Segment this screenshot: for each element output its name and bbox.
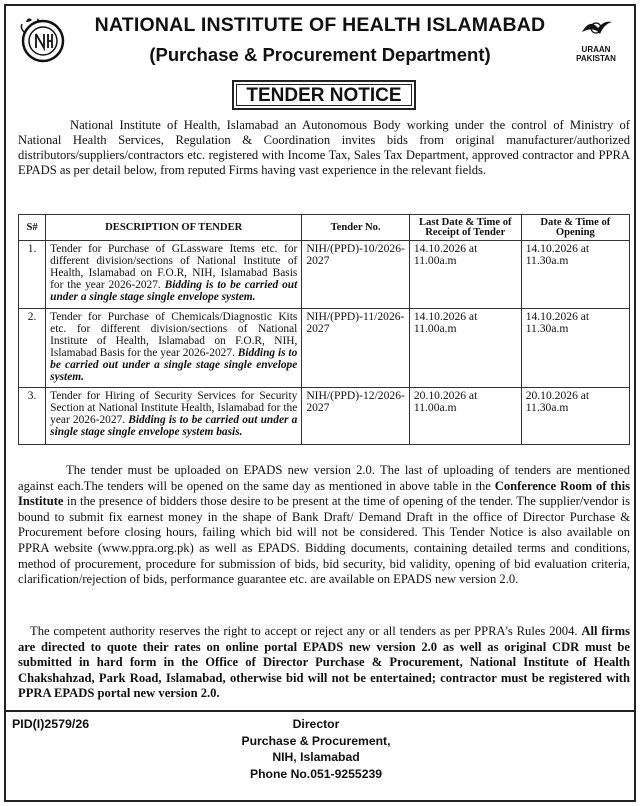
row-last-date [409, 309, 521, 388]
last-time: 11.00a.m [413, 322, 457, 335]
row-tender-no: NIH/(PPD)-10/2026-2027 [302, 241, 410, 309]
authority-paragraph [18, 624, 630, 702]
last-time: 11.00a.m [413, 254, 457, 267]
description-text: Tender for Purchase of GLassware Items etc. for different division/sections of National Institute of Health, Islamabad on F.O.R, NIH, Islamabad Basis for the year 2026-2027. [50, 243, 298, 291]
description-bold-text: Bidding is to be carried out under a single stage single envelope system basis. [50, 414, 298, 438]
tender-notice-heading-box [232, 80, 416, 110]
description-text: Tender for Purchase of Chemicals/Diagnostic Kits etc. for different division/sections of National Institute of Health, Islamabad on F.O.R, NIH, Islamabad Basis for the year 2026-2027. [50, 311, 298, 359]
uraan-pakistan-logo [568, 14, 624, 70]
opening-time: 11.30a.m [525, 322, 569, 335]
signatory-location: NIH, Islamabad [272, 750, 360, 764]
terms-venue: Conference Room of this Institute [18, 478, 630, 509]
tender-table [18, 214, 630, 445]
row-last-date [409, 388, 521, 445]
terms-text-1: The tender must be uploaded on EPADS new version 2.0. The last of uploading of tenders are mentioned against each.The tenders will be opened on the same day as mentioned in above table in the [18, 463, 630, 493]
description-text: Tender for Hiring of Security Services for Security Section at National Institute Health, Islamabad for the year 2026-2027. [50, 390, 298, 426]
last-date: 14.10.2026 at [413, 310, 478, 323]
row-opening-date [521, 241, 629, 309]
opening-date: 14.10.2026 at [525, 242, 590, 255]
pid-number: PID(I)2579/26 [12, 717, 90, 731]
header-last-date: Last Date & Time of Receipt of Tender [409, 215, 521, 241]
description-bold-text: Bidding is to be carried out under a single stage single envelope system. [50, 347, 298, 383]
opening-time: 11.30a.m [525, 401, 569, 414]
table-header-row [19, 215, 630, 241]
department-subtitle: (Purchase & Procurement Department) [149, 44, 491, 65]
signatory-title: Director [292, 717, 340, 731]
header-tender-no: Tender No. [302, 215, 410, 241]
uraan-line1: URAAN [581, 45, 611, 54]
last-time: 11.00a.m [413, 401, 457, 414]
row-sn: 3. [19, 388, 46, 445]
signature-block [206, 716, 426, 782]
header-sn: S# [19, 215, 46, 241]
header [6, 6, 634, 72]
table-row [19, 241, 630, 309]
row-description [46, 241, 302, 309]
footer-divider [4, 710, 636, 712]
terms-text-2: in the presence of bidders those desire to be present at the time of opening of the tender. The supplier/vendor is bound to submit fix earnest money in the shape of Bank Draft/ Demand Draft in the office of Director Purchase & Procurement before closing hours, failing which bid will not be considered. This Tender Notice is also available on PPRA website (www.ppra.org.pk) as well as EPADS. Bidding documents, containing detailed terms and conditions, method of procurement, procedure for submission of bids, bid security, bid validity, opening of bid evaluation criteria, clarification/rejection of bids, performance guarantee etc. are available on EPADS new version 2.0. [18, 494, 630, 587]
last-date: 20.10.2026 at [413, 389, 478, 402]
row-opening-date [521, 388, 629, 445]
notice-frame [4, 4, 636, 802]
authority-directive: All firms are directed to quote their rates on online portal EPADS new version 2.0 as well as original CDR must be submitted in hard form in the Office of Director Purchase & Procurement, National Institute of Health Chakshahzad, Park Road, Islamabad, otherwise bid will not be entertained; contractor must be registered with PPRA EPADS portal new version 2.0. [18, 624, 630, 701]
row-sn: 2. [19, 309, 46, 388]
tender-notice-heading: TENDER NOTICE [236, 84, 412, 106]
header-opening-date: Date & Time of Opening [521, 215, 629, 241]
opening-date: 20.10.2026 at [525, 389, 590, 402]
opening-time: 11.30a.m [525, 254, 569, 267]
intro-paragraph: National Institute of Health, Islamabad an Autonomous Body working under the control of Ministry of National Health Services, Regulation & Coordination invites bids from original manufacturer/authorized distributors/suppliers/contractors etc. registered with Income Tax, Sales Tax Department, approved contractor and PPRA EPADS as per detail below, from reputed Firms having vast experience in the relevant fields. [18, 118, 630, 177]
terms-paragraph [18, 463, 630, 588]
header-description: DESCRIPTION OF TENDER [46, 215, 302, 241]
signatory-phone: Phone No.051-9255239 [249, 766, 383, 781]
authority-text: The competent authority reserves the right to accept or reject any or all tenders as per PPRA's Rules 2004. [30, 624, 582, 638]
row-description [46, 309, 302, 388]
last-date: 14.10.2026 at [413, 242, 478, 255]
opening-date: 14.10.2026 at [525, 310, 590, 323]
row-sn: 1. [19, 241, 46, 309]
row-last-date [409, 241, 521, 309]
table-row [19, 388, 630, 445]
bird-icon [576, 14, 616, 40]
description-bold-text: Bidding is to be carried out under a single stage single envelope system. [50, 279, 298, 303]
uraan-line2: PAKISTAN [576, 54, 616, 63]
row-tender-no: NIH/(PPD)-12/2026-2027 [302, 388, 410, 445]
table-row [19, 309, 630, 388]
institute-title: NATIONAL INSTITUTE OF HEALTH ISLAMABAD [94, 14, 546, 36]
row-tender-no: NIH/(PPD)-11/2026-2027 [302, 309, 410, 388]
row-opening-date [521, 309, 629, 388]
row-description [46, 388, 302, 445]
signatory-department: Purchase & Procurement, [241, 733, 391, 748]
